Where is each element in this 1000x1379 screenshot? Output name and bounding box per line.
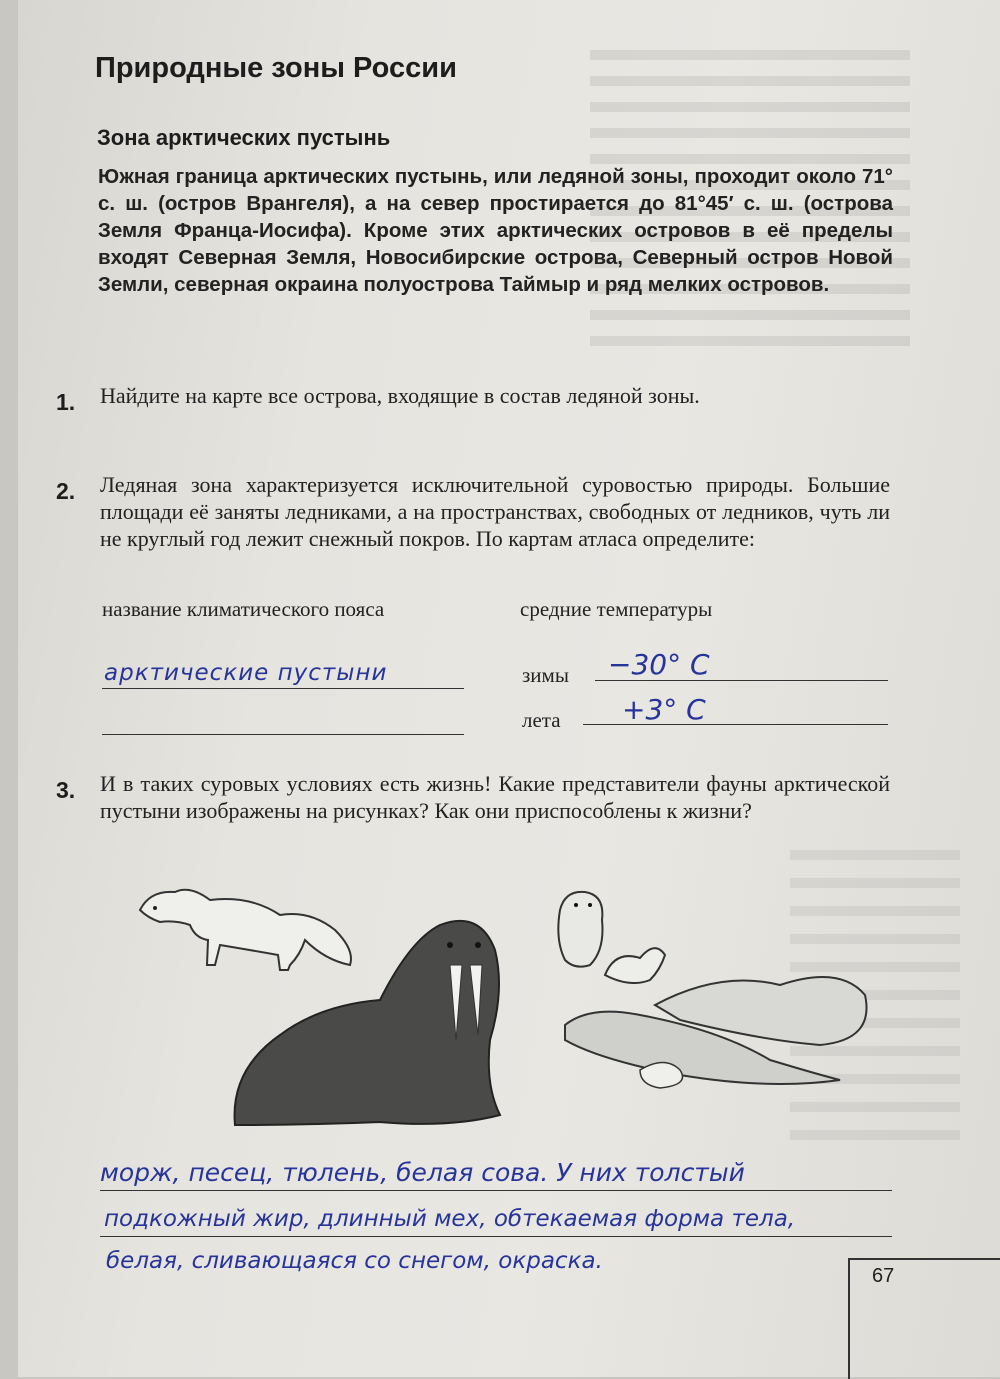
page-number-box bbox=[848, 1258, 1000, 1379]
question-text: Найдите на карте все острова, входящие в состав ледяной зоны. bbox=[100, 383, 700, 408]
ptarmigan-drawing bbox=[605, 948, 665, 983]
temperatures-label: средние температуры bbox=[520, 597, 713, 621]
question-number: 2. bbox=[56, 478, 76, 504]
winter-label: зимы bbox=[522, 663, 569, 687]
summer-label: лета bbox=[522, 708, 561, 732]
handwritten-belt-answer: арктические пустыни bbox=[104, 660, 388, 686]
intro-paragraph: Южная граница арктических пустынь, или ледяной зоны, проходит около 71° с. ш. (остров Врангеля), а на север простирается до 81°45′ с. ш. (острова Земля Франца-Иосифа). Кроме этих арктических островов в её пределы входят Северная Земля, Новосибирские острова, Северный остров Новой Земли, северная окраина полуострова Таймыр и ряд мелких островов. bbox=[98, 165, 893, 296]
section-subtitle: Зона арктических пустынь bbox=[97, 125, 391, 150]
answer-line bbox=[102, 734, 464, 735]
snowy-owl-drawing bbox=[558, 892, 602, 967]
question-text: Ледяная зона характеризуется исключительной суровостью природы. Большие площади её заняты ледниками, а на пространствах, свободных от ледников, чуть ли не круглый год лежит снежный покров. По картам атласа определите: bbox=[100, 472, 890, 551]
answer-line bbox=[583, 724, 888, 725]
answer-line bbox=[102, 688, 464, 689]
question-number: 3. bbox=[56, 777, 76, 803]
handwritten-winter-answer: −30° С bbox=[608, 648, 710, 681]
arctic-fox-drawing bbox=[140, 890, 351, 970]
page-title: Природные зоны России bbox=[95, 52, 457, 84]
answer-line bbox=[100, 1190, 892, 1191]
question-number: 1. bbox=[56, 389, 76, 415]
page-number: 67 bbox=[872, 1265, 895, 1287]
handwritten-answer-line: подкожный жир, длинный мех, обтекаемая форма тела, bbox=[104, 1206, 796, 1232]
arctic-animals-illustration bbox=[120, 870, 920, 1140]
question-text: И в таких суровых условиях есть жизнь! Какие представители фауны арктической пустыни изображены на рисунках? Как они приспособлены к жизни? bbox=[100, 771, 890, 823]
seals-drawing bbox=[565, 977, 867, 1088]
handwritten-summer-answer: +3° С bbox=[622, 693, 706, 726]
handwritten-answer-line: белая, сливающаяся со снегом, окраска. bbox=[106, 1248, 603, 1274]
climate-belt-label: название климатического пояса bbox=[102, 597, 385, 621]
answer-line bbox=[100, 1236, 892, 1237]
answer-line bbox=[595, 680, 888, 681]
handwritten-answer-line: морж, песец, тюлень, белая сова. У них толстый bbox=[100, 1158, 745, 1187]
